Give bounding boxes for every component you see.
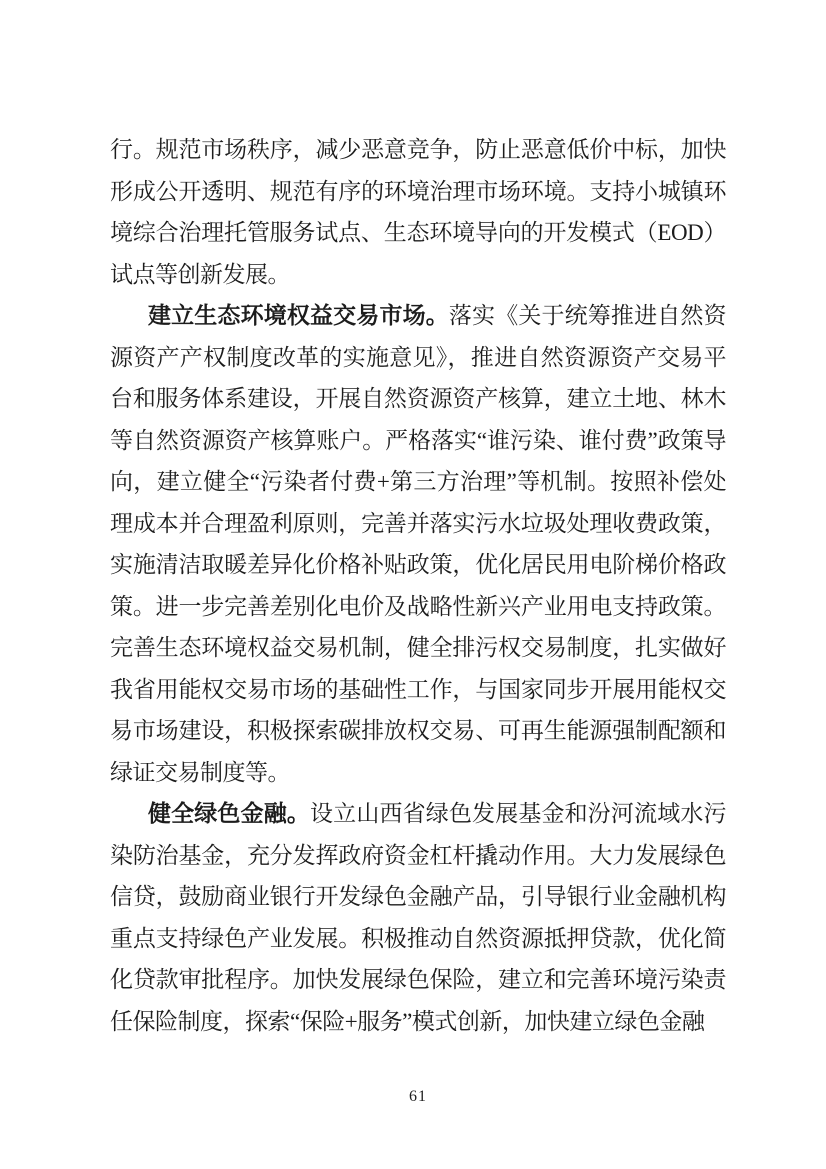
page-body-text [110, 129, 726, 1042]
paragraph-green-finance [110, 793, 726, 1042]
paragraph-eco-rights-trading [110, 295, 726, 793]
paragraph-lead-bold: 建立生态环境权益交易市场。 [148, 303, 449, 328]
paragraph-text: 设立山西省绿色发展基金和汾河流域水污染防治基金，充分发挥政府资金杠杆撬动作用。大力发展绿色信贷，鼓励商业银行开发绿色金融产品，引导银行业金融机构重点支持绿色产业发展。积极推动自然资源抵押贷款，优化简化贷款审批程序。加快发展绿色保险，建立和完善环境污染责任保险制度，探索“保险+服务”模式创新，加快建立绿色金融 [110, 801, 727, 1034]
page-number: 61 [409, 1088, 427, 1105]
paragraph-text: 行。规范市场秩序，减少恶意竞争，防止恶意低价中标，加快形成公开透明、规范有序的环境治理市场环境。支持小城镇环境综合治理托管服务试点、生态环境导向的开发模式（EOD）试点等创新发展。 [110, 137, 726, 287]
paragraph-market-order [110, 129, 726, 295]
paragraph-text: 落实《关于统筹推进自然资源资产产权制度改革的实施意见》，推进自然资源资产交易平台和服务体系建设，开展自然资源资产核算，建立土地、林木等自然资源资产核算账户。严格落实“谁污染、谁付费”政策导向，建立健全“污染者付费+第三方治理”等机制。按照补偿处理成本并合理盈利原则，完善并落实污水垃圾处理收费政策，实施清洁取暖差异化价格补贴政策，优化居民用电阶梯价格政策。进一步完善差别化电价及战略性新兴产业用电支持政策。完善生态环境权益交易机制，健全排污权交易制度，扎实做好我省用能权交易市场的基础性工作，与国家同步开展用能权交易市场建设，积极探索碳排放权交易、可再生能源强制配额和绿证交易制度等。 [110, 303, 727, 785]
paragraph-lead-bold: 健全绿色金融。 [148, 801, 311, 826]
